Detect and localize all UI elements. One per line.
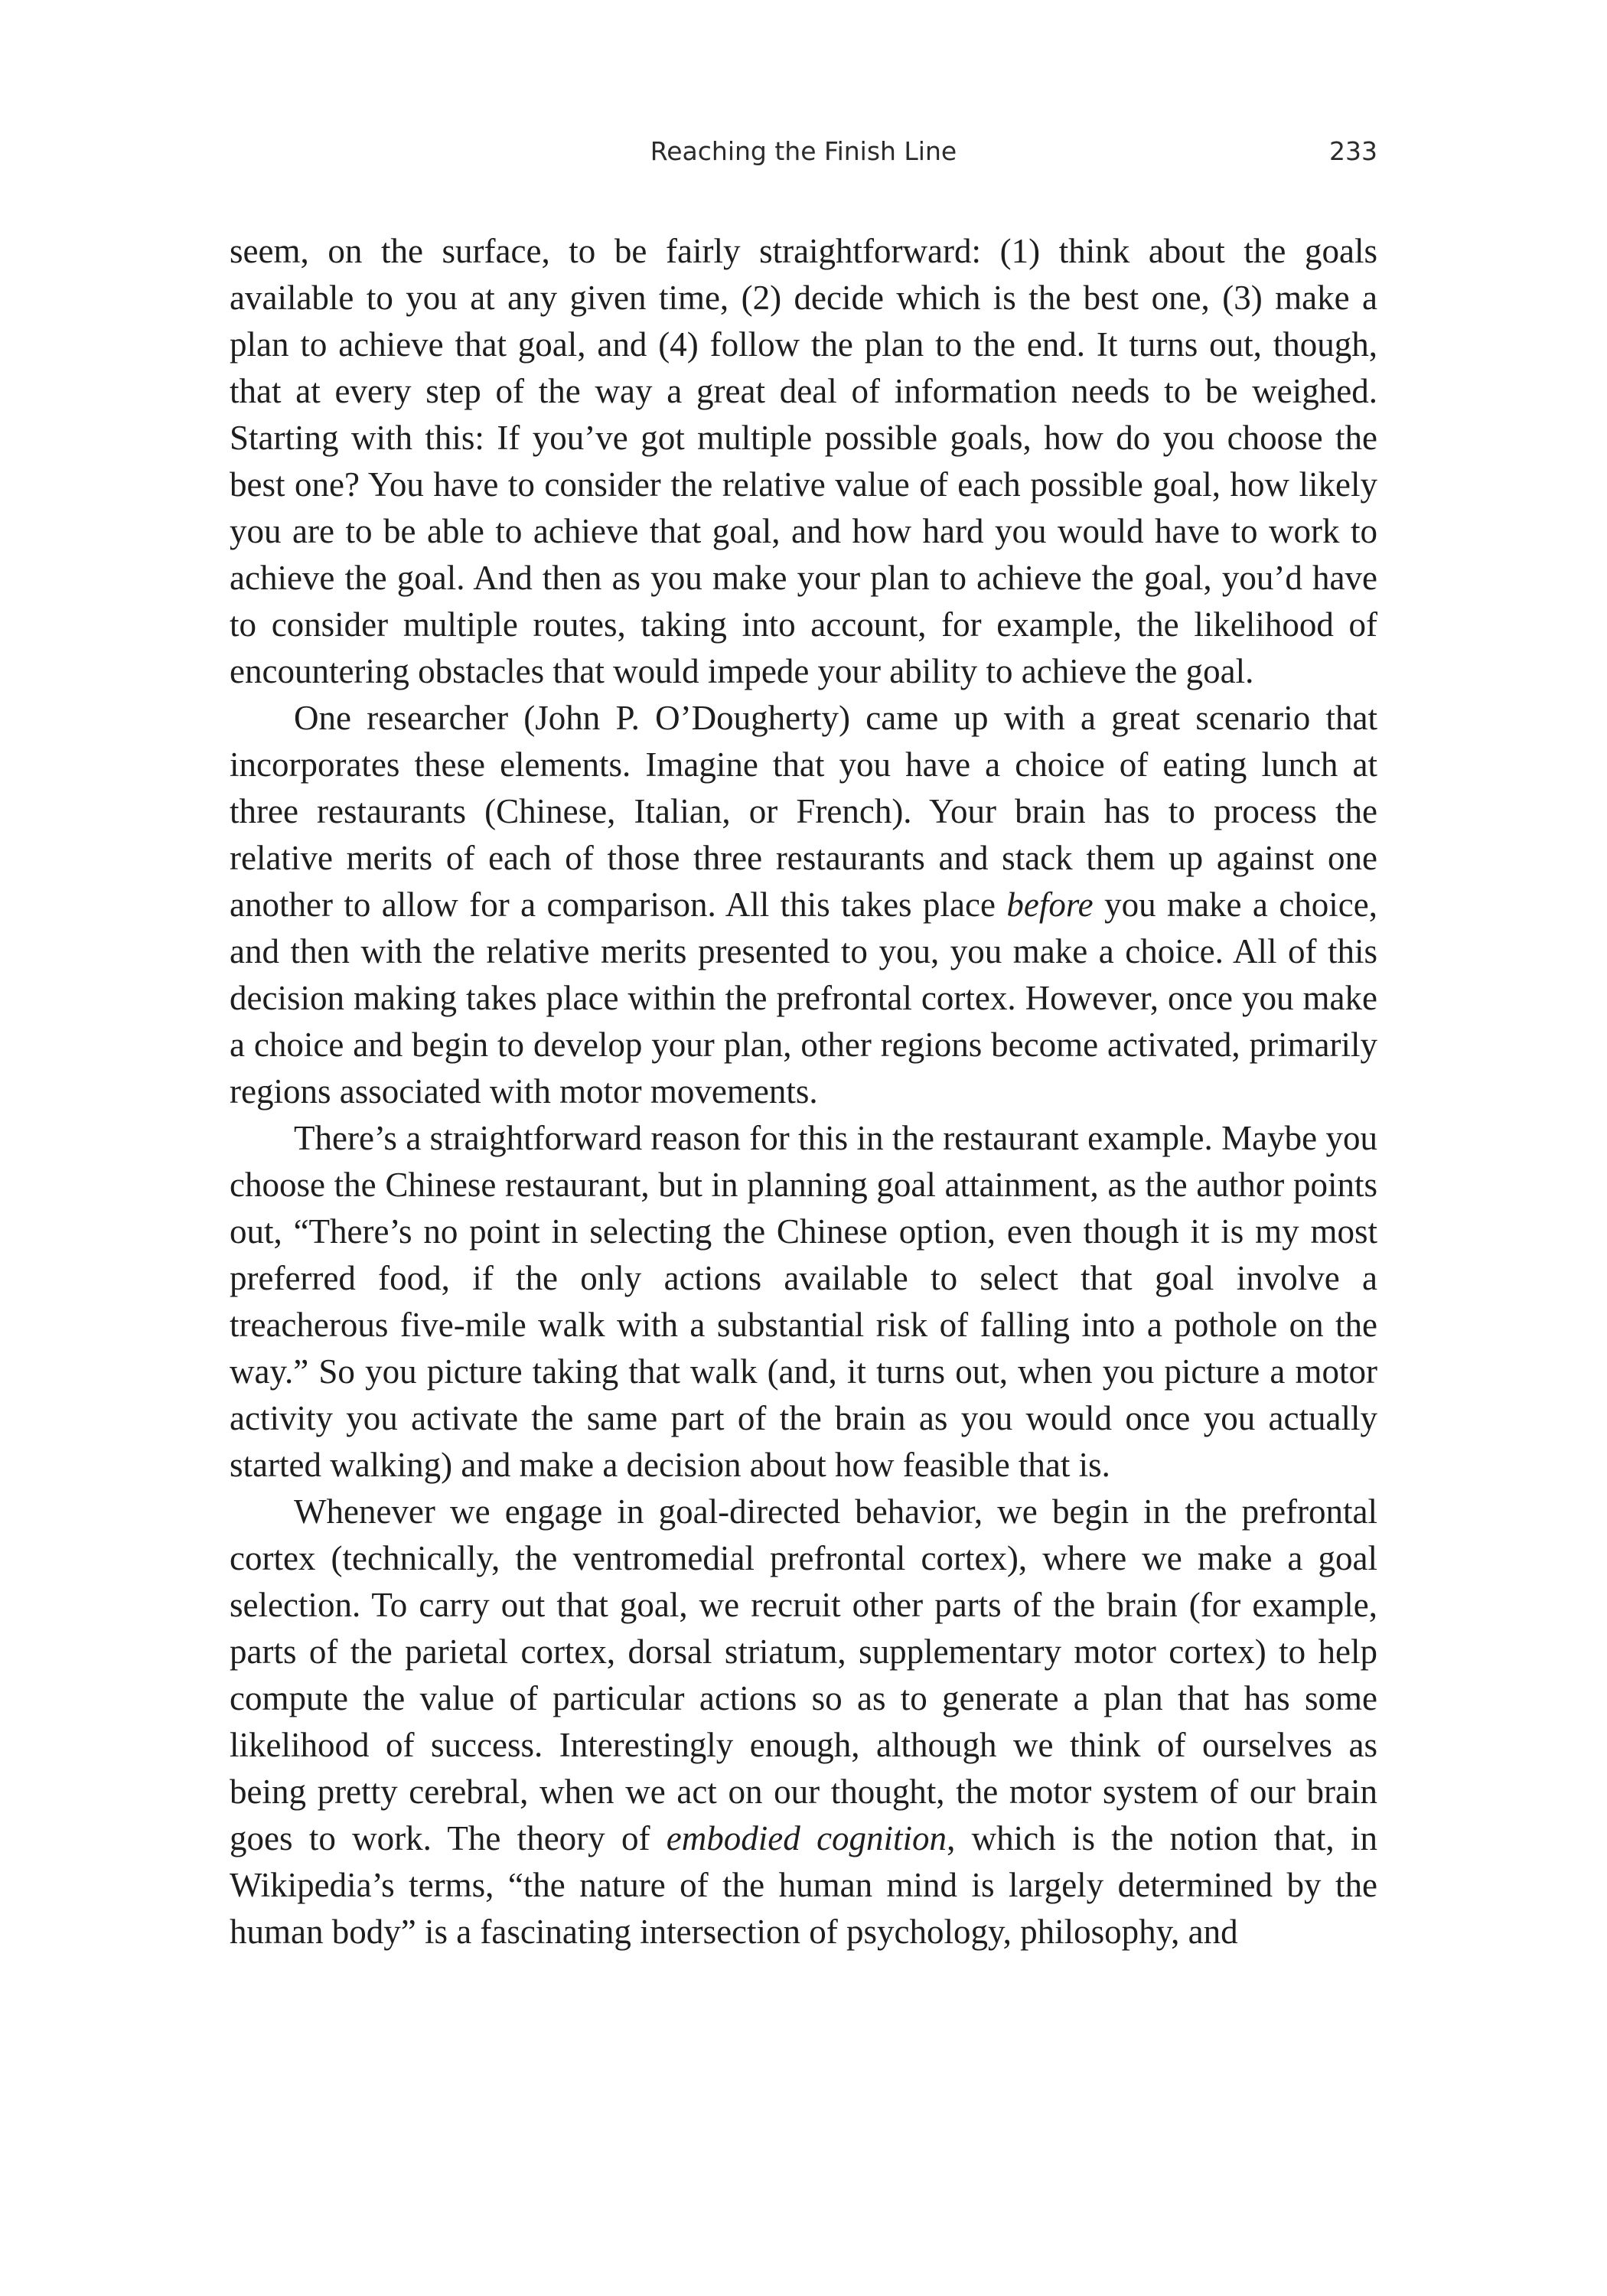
paragraph-text: One researcher (John P. O’Dougherty) came up with a great scenario that incorporates these elements. Imagine that you have a choice of eating lunch at three restaurants (Chinese, Italian, or French). Your brain has to process the relative merits of each of those three restaurants and stack them up against one another to allow for a comparison. All this takes place (230, 699, 1377, 924)
paragraph-continuation: seem, on the surface, to be fairly straightforward: (1) think about the goals available to you at any given time, (2) decide which is the best one, (3) make a plan to achieve that goal, and (4) follow the plan to the end. It turns out, though, that at every step of the way a great deal of information needs to be weighed. Starting with this: If you’ve got multiple possible goals, how do you choose the best one? You have to consider the relative value of each possible goal, how likely you are to be able to achieve that goal, and how hard you would have to work to achieve the goal. And then as you make your plan to achieve the goal, you’d have to consider multiple routes, taking into account, for example, the likelihood of encountering obstacles that would impede your ability to achieve the goal. (230, 232, 1377, 690)
paragraph-text: Whenever we engage in goal-directed behavior, we begin in the prefrontal cortex (technically, the ventromedial prefrontal cortex), where we make a goal selection. To carry out that goal, we recruit other parts of the brain (for example, parts of the parietal cortex, dorsal striatum, supplementary motor cortex) to help compute the value of particular actions so as to generate a plan that has some likelihood of success. Interestingly enough, although we think of ourselves as being pretty cerebral, when we act on our thought, the motor system of our brain goes to work. The theory of (230, 1492, 1377, 1857)
emphasis-text: before (1006, 885, 1094, 924)
emphasis-text: embodied cognition (666, 1819, 947, 1857)
page-number: 233 (1329, 136, 1377, 166)
running-head (230, 136, 1377, 173)
paragraph-restaurant-scenario (230, 695, 1377, 1115)
paragraph-goal-directed-behavior (230, 1489, 1377, 1955)
running-title: Reaching the Finish Line (650, 136, 957, 166)
paragraph-restaurant-reason: There’s a straightforward reason for this in the restaurant example. Maybe you choose the Chinese restaurant, but in planning goal attainment, as the author points out, “There’s no point in selecting the Chinese option, even though it is my most preferred food, if the only actions available to select that goal involve a treacherous five-mile walk with a substantial risk of falling into a pothole on the way.” So you picture taking that walk (and, it turns out, when you picture a motor activity you activate the same part of the brain as you would once you actually started walking) and make a decision about how feasible that is. (230, 1119, 1377, 1484)
body-text (230, 228, 1377, 1955)
paragraph-text: , which is the notion that, in Wikipedia’s terms, “the nature of the human mind is largely determined by the human body” is a fascinating intersection of psychology, philosophy, and (230, 1819, 1377, 1951)
paragraph-text: you make a choice, and then with the relative merits presented to you, you make a choice. All of this decision making takes place within the prefrontal cortex. However, once you make a choice and begin to develop your plan, other regions become activated, primarily regions associated with motor movements. (230, 885, 1377, 1110)
